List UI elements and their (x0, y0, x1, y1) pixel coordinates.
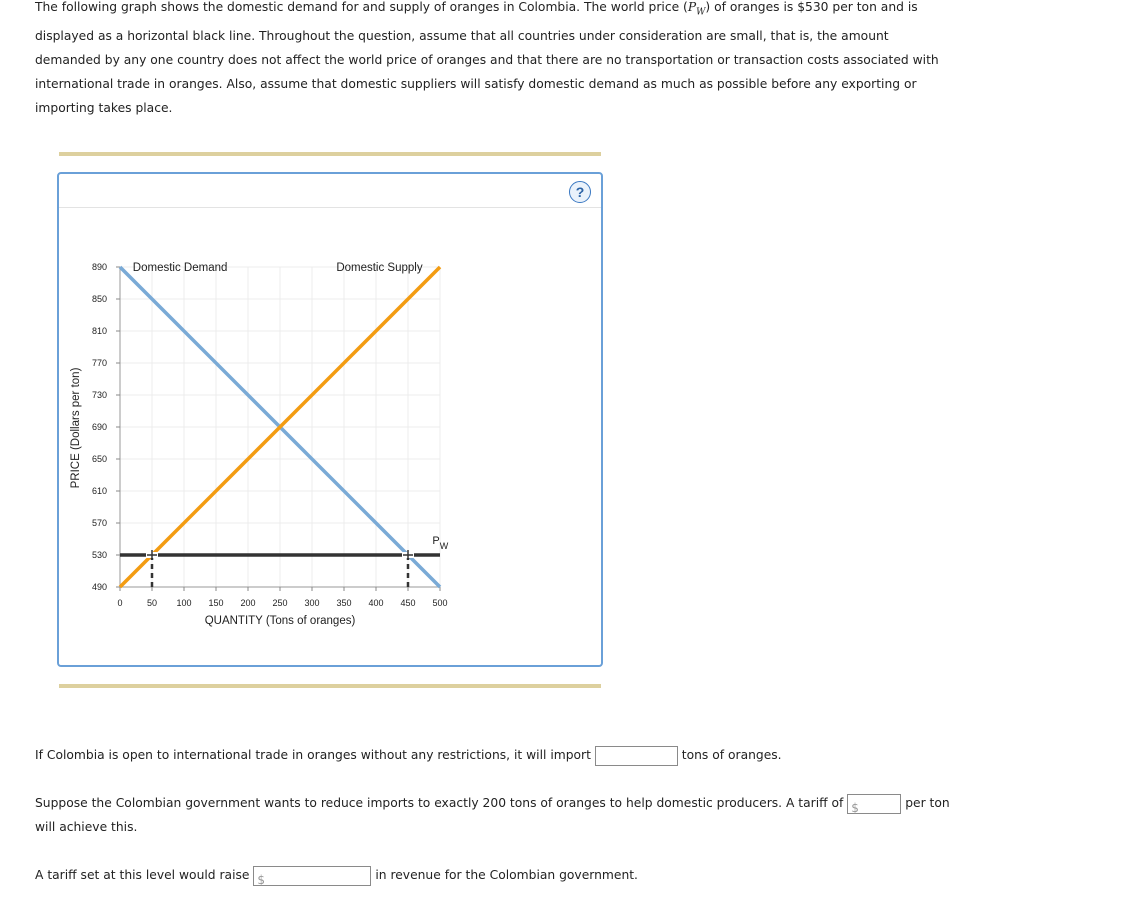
imports-quantity-input[interactable] (595, 746, 678, 766)
x-tick-label: 100 (176, 598, 192, 608)
top-divider (59, 152, 601, 156)
x-tick-label: 500 (432, 598, 448, 608)
revenue-input[interactable] (253, 866, 371, 886)
dollar-sign: $ (257, 872, 266, 887)
x-axis-label: QUANTITY (Tons of oranges) (204, 615, 356, 627)
y-tick-label: 650 (91, 454, 107, 464)
y-tick-label: 730 (91, 390, 107, 400)
y-tick-label: 570 (91, 518, 107, 528)
question-3: A tariff set at this level would raise $ in revenue for the Colombian government. (35, 863, 638, 887)
y-tick-label: 850 (91, 294, 107, 304)
x-tick-label: 250 (272, 598, 288, 608)
y-tick-label: 810 (91, 326, 107, 336)
y-tick-label: 610 (91, 486, 107, 496)
supply-demand-chart (57, 172, 603, 667)
bottom-divider (59, 684, 601, 688)
world-price-label-sub: W (439, 541, 449, 551)
x-tick-label: 350 (336, 598, 352, 608)
world-price-layer (120, 535, 449, 587)
y-tick-label: 890 (91, 262, 107, 272)
demand-curve-label: Domestic Demand (132, 262, 228, 274)
x-tick-label: 200 (240, 598, 256, 608)
tariff-input[interactable] (847, 794, 901, 814)
x-tick-label: 150 (208, 598, 224, 608)
y-tick-label: 490 (91, 582, 107, 592)
y-axis-label: PRICE (Dollars per ton) (70, 367, 82, 489)
x-tick-label: 0 (117, 598, 123, 608)
question-2: Suppose the Colombian government wants to reduce imports to exactly 200 tons of oranges to help domestic producers. A tariff of $ per ton will achieve this. (35, 791, 955, 839)
help-icon[interactable]: ? (569, 181, 591, 203)
x-tick-label: 400 (368, 598, 384, 608)
x-tick-label: 50 (146, 598, 158, 608)
x-tick-label: 450 (400, 598, 416, 608)
x-tick-label: 300 (304, 598, 320, 608)
y-tick-label: 770 (91, 358, 107, 368)
y-tick-label: 690 (91, 422, 107, 432)
world-price-label: P (432, 535, 440, 547)
world-price-symbol: $P_W$ (687, 0, 706, 18)
dollar-sign: $ (851, 800, 859, 815)
question-1: If Colombia is open to international trade in oranges without any restrictions, it will import tons of oranges. (35, 743, 782, 767)
intro-paragraph: The following graph shows the domestic demand for and supply of oranges in Colombia. The world price $(P_W)$ of oranges is $530 per ton and is displayed as a horizontal black line. Throughout the question, assume that all countries under consideration are small, that is, the amount demanded by any one country does not affect the world price of oranges and that there are no transportation or transaction costs associated with international trade in oranges. Also, assume that domestic suppliers will satisfy domestic demand as much as possible before any exporting or importing takes place. (35, 0, 939, 116)
y-tick-label: 530 (91, 550, 107, 560)
supply-curve-label: Domestic Supply (336, 262, 423, 274)
